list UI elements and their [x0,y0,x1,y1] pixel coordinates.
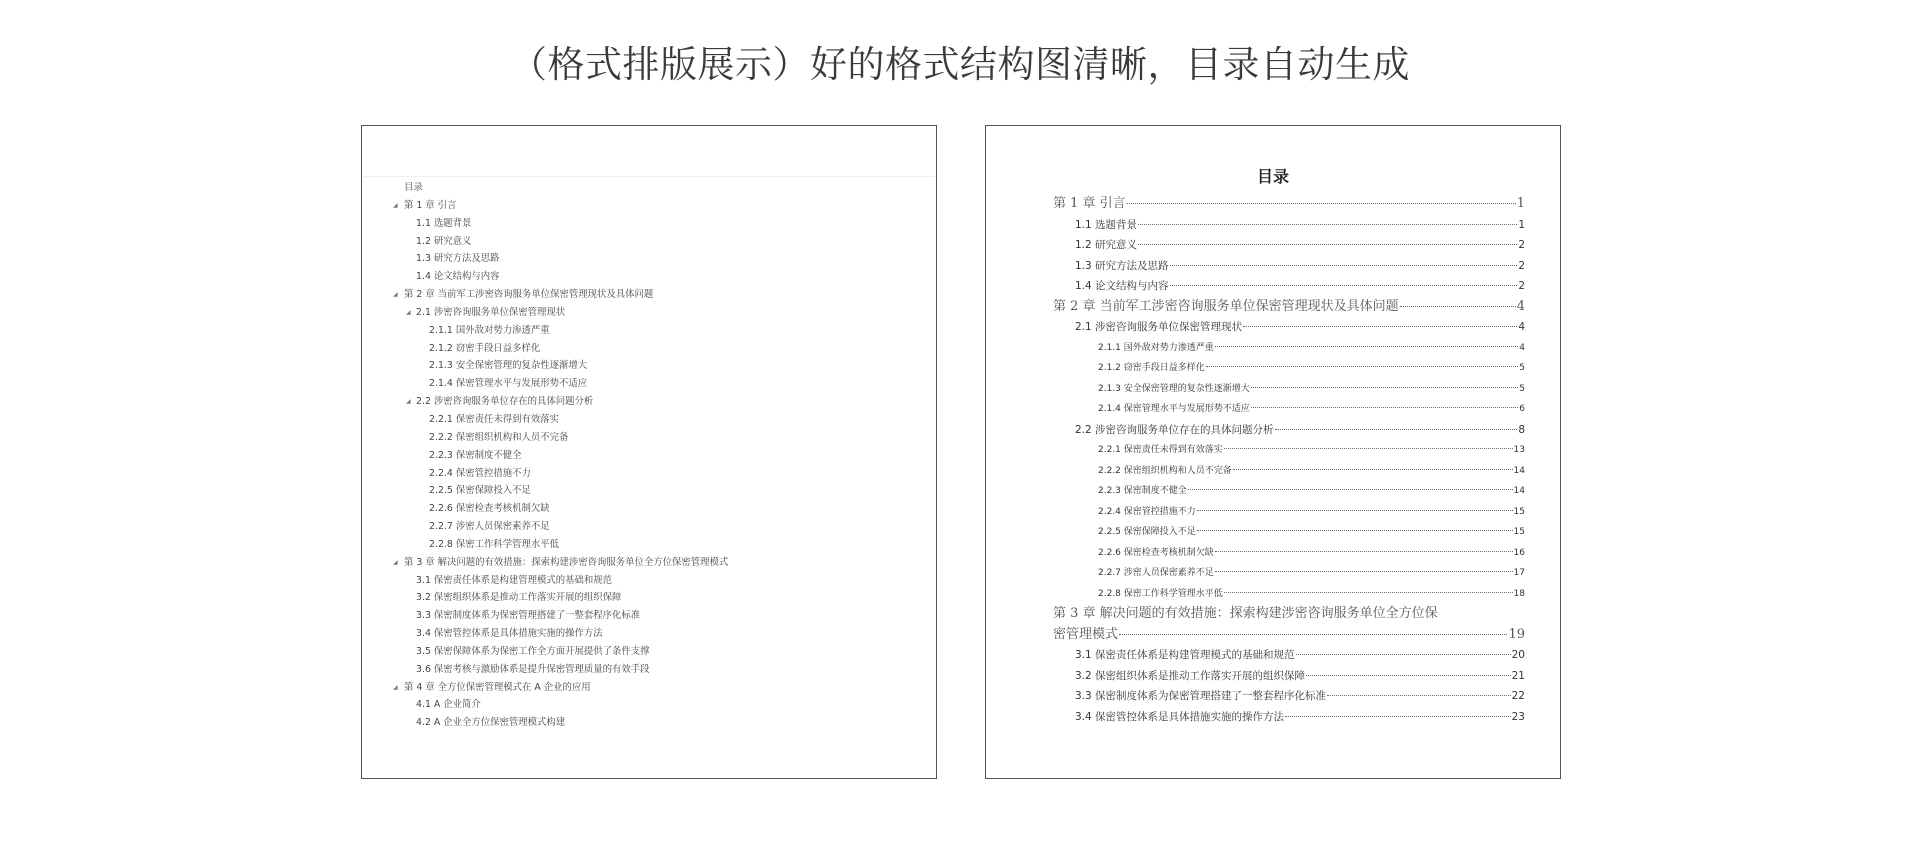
dot-leader [1215,571,1513,572]
collapse-triangle-icon[interactable]: ◢ [393,558,398,566]
toc-page-number: 21 [1511,669,1525,682]
nav-heading-item[interactable] [362,554,936,572]
nav-heading-item[interactable] [362,607,936,625]
nav-heading-label: 2.2.1 保密责任未得到有效落实 [429,413,559,425]
toc-entry-text: 第 1 章 引言 [1053,196,1126,211]
nav-heading-item[interactable] [362,411,936,429]
toc-page-number: 4 [1518,321,1525,333]
dot-leader [1233,469,1513,470]
toc-entry-text: 2.2.4 保密管控措施不力 [1098,506,1196,517]
nav-heading-item[interactable] [362,536,936,554]
dot-leader [1275,429,1518,430]
toc-page-number: 14 [1513,465,1525,476]
nav-heading-item[interactable] [362,375,936,393]
toc-entry[interactable] [1075,235,1525,256]
toc-entry-text: 2.2 涉密咨询服务单位存在的具体问题分析 [1075,423,1274,436]
dot-leader [1224,448,1513,449]
dot-leader [1197,530,1513,531]
toc-entry[interactable] [1098,379,1525,400]
toc-entry[interactable] [1075,420,1525,441]
toc-entry-text: 2.1 涉密咨询服务单位保密管理现状 [1075,321,1243,333]
nav-heading-label: 3.4 保密管控体系是具体措施实施的操作方法 [416,628,603,640]
toc-entry-text: 2.2.7 涉密人员保密素养不足 [1098,568,1214,578]
dot-leader [1170,265,1518,266]
nav-heading-item[interactable] [362,625,936,643]
dot-leader [1119,634,1507,635]
nav-heading-label: 4.1 A 企业简介 [416,699,481,711]
toc-page-number: 8 [1518,423,1525,436]
nav-heading-item[interactable] [362,250,936,268]
toc-page-number: 13 [1513,445,1525,455]
nav-heading-item[interactable] [362,304,936,322]
toc-entry[interactable] [1075,276,1525,297]
dot-leader [1138,244,1517,245]
navigation-pane-screenshot [361,125,937,779]
nav-heading-label: 2.1.2 窃密手段日益多样化 [429,342,541,354]
nav-heading-label: 2.2.7 涉密人员保密素养不足 [429,521,550,533]
dot-leader [1243,326,1517,327]
toc-entry[interactable] [1098,584,1525,605]
dot-leader [1306,675,1511,676]
dot-leader [1251,407,1519,408]
collapse-triangle-icon[interactable]: ◢ [393,201,398,209]
toc-page-number: 15 [1513,527,1525,537]
dot-leader [1170,285,1518,286]
toc-entry[interactable] [1075,215,1525,236]
dot-leader [1215,551,1513,552]
nav-heading-label: 1.3 研究方法及思路 [416,253,500,265]
toc-entry-text: 2.1.1 国外敌对势力渗透严重 [1098,342,1214,353]
toc-entry[interactable] [1075,256,1525,277]
toc-entry-text: 2.2.2 保密组织机构和人员不完备 [1098,465,1232,476]
toc-page-number: 2 [1518,259,1525,272]
collapse-triangle-icon[interactable]: ◢ [393,683,398,691]
dot-leader [1400,306,1516,307]
toc-page-number: 5 [1519,383,1525,394]
dot-leader [1215,346,1519,347]
nav-heading-item[interactable] [362,643,936,661]
toc-entry-text: 2.1.4 保密管理水平与发展形势不适应 [1098,404,1250,414]
toc-entry[interactable] [1098,563,1525,584]
toc-entry-text: 3.4 保密管控体系是具体措施实施的操作方法 [1075,710,1285,723]
dot-leader [1251,387,1519,388]
toc-page-number: 18 [1513,588,1525,599]
dot-leader [1206,366,1519,367]
nav-heading-label: 4.2 A 企业全方位保密管理模式构建 [416,717,566,729]
nav-heading-item[interactable] [362,286,936,304]
toc-page-number: 2 [1518,280,1525,292]
toc-entry[interactable] [1075,645,1525,666]
toc-entry-list [986,194,1560,727]
nav-heading-label: 3.5 保密保障体系为保密工作全方面开展提供了条件支撑 [416,645,650,657]
dot-leader [1138,224,1517,225]
nav-heading-item[interactable] [362,215,936,233]
toc-page-number: 22 [1511,690,1525,702]
nav-heading-label: 2.2.6 保密检查考核机制欠缺 [429,503,550,515]
toc-page-number: 6 [1519,404,1525,414]
toc-entry[interactable] [1098,358,1525,379]
toc-entry[interactable] [1075,707,1525,728]
nav-heading-item[interactable] [362,465,936,483]
toc-page-number: 4 [1516,298,1525,314]
dot-leader [1296,654,1511,655]
nav-heading-item[interactable] [362,447,936,465]
toc-entry-text: 2.2.1 保密责任未得到有效落实 [1098,445,1223,455]
nav-heading-item[interactable] [362,322,936,340]
nav-heading-label: 2.2.5 保密保障投入不足 [429,485,531,497]
toc-entry-text-continued: 密管理模式 [1053,626,1119,642]
toc-entry-text: 1.4 论文结构与内容 [1075,280,1169,292]
nav-heading-item[interactable] [362,500,936,518]
toc-page-number: 17 [1513,568,1525,578]
toc-title: 目录 [1256,167,1289,186]
nav-heading-item[interactable] [362,268,936,286]
toc-entry[interactable] [1098,338,1525,359]
nav-heading-label: 1.1 选题背景 [416,217,472,229]
dot-leader [1197,510,1513,511]
toc-entry-text: 2.1.2 窃密手段日益多样化 [1098,363,1205,373]
nav-heading-label: 2.1.1 国外敌对势力渗透严重 [429,324,550,336]
nav-heading-label: 目录 [404,182,423,193]
nav-heading-item[interactable] [362,340,936,358]
nav-heading-label: 第 2 章 当前军工涉密咨询服务单位保密管理现状及具体问题 [404,289,654,301]
toc-page-number: 23 [1511,710,1525,723]
toc-entry[interactable] [1098,543,1525,564]
toc-entry[interactable] [1098,481,1525,502]
nav-heading-label: 第 3 章 解决问题的有效措施：探索构建涉密咨询服务单位全方位保密管理模式 [404,556,729,568]
toc-page-number: 16 [1513,547,1525,558]
nav-heading-item[interactable] [362,357,936,375]
nav-heading-item[interactable] [362,482,936,500]
navigation-pane-divider [363,176,935,177]
nav-heading-item[interactable] [362,233,936,251]
collapse-triangle-icon[interactable]: ◢ [393,291,398,299]
nav-heading-label: 2.2.2 保密组织机构和人员不完备 [429,431,569,443]
toc-entry-text: 3.2 保密组织体系是推动工作落实开展的组织保障 [1075,669,1306,682]
nav-heading-label: 2.2.8 保密工作科学管理水平低 [429,538,559,550]
toc-entry-text: 2.2.6 保密检查考核机制欠缺 [1098,547,1214,558]
nav-heading-label: 2.2.4 保密管控措施不力 [429,467,531,479]
navigation-heading-tree [362,179,936,732]
nav-pane-title [362,179,936,197]
toc-entry[interactable] [1075,666,1525,687]
toc-entry-text: 2.2.5 保密保障投入不足 [1098,527,1196,537]
dot-leader [1327,695,1511,696]
nav-heading-label: 3.2 保密组织体系是推动工作落实开展的组织保障 [416,592,622,604]
toc-page-number: 1 [1518,218,1525,231]
toc-entry-text: 2.2.3 保密制度不健全 [1098,486,1187,496]
toc-page-number: 20 [1511,649,1525,661]
nav-heading-item[interactable] [362,714,936,732]
toc-entry[interactable] [1053,194,1525,215]
nav-heading-item[interactable] [362,518,936,536]
nav-heading-item[interactable] [362,696,936,714]
nav-heading-label: 3.3 保密制度体系为保密管理搭建了一整套程序化标准 [416,610,641,622]
toc-entry-text: 1.3 研究方法及思路 [1075,259,1169,272]
toc-entry[interactable] [1053,297,1525,318]
nav-heading-label: 3.6 保密考核与激励体系是提升保密管理质量的有效手段 [416,663,650,675]
toc-entry[interactable] [1075,686,1525,707]
toc-page-number: 14 [1513,486,1525,496]
dot-leader [1285,716,1511,717]
page-headline: （格式排版展示）好的格式结构图清晰，目录自动生成 [510,43,1410,86]
toc-entry-text: 1.1 选题背景 [1075,218,1138,231]
toc-entry[interactable] [1098,461,1525,482]
nav-heading-item[interactable] [362,679,936,697]
toc-entry-text: 1.2 研究意义 [1075,239,1138,251]
nav-heading-item[interactable] [362,197,936,215]
toc-entry[interactable] [1098,522,1525,543]
nav-heading-label: 第 1 章 引言 [404,199,457,211]
toc-entry-text: 2.1.3 安全保密管理的复杂性逐渐增大 [1098,383,1250,394]
toc-page-number: 4 [1519,342,1525,353]
nav-heading-label: 第 4 章 全方位保密管理模式在 A 企业的应用 [404,681,591,693]
dot-leader [1188,489,1513,490]
toc-entry-text: 3.1 保密责任体系是构建管理模式的基础和规范 [1075,649,1295,661]
nav-heading-label: 2.1.3 安全保密管理的复杂性逐渐增大 [429,360,588,372]
nav-heading-label: 1.2 研究意义 [416,235,472,247]
toc-entry[interactable] [1098,502,1525,523]
toc-page-number: 5 [1519,363,1525,373]
collapse-triangle-icon[interactable]: ◢ [406,308,411,316]
nav-heading-label: 1.4 论文结构与内容 [416,271,500,283]
toc-page-number: 19 [1508,626,1525,642]
toc-entry-text: 3.3 保密制度体系为保密管理搭建了一整套程序化标准 [1075,690,1327,702]
dot-leader [1127,203,1516,204]
nav-heading-label: 2.1.4 保密管理水平与发展形势不适应 [429,378,588,390]
toc-page-number: 1 [1516,196,1525,211]
nav-heading-item[interactable] [362,661,936,679]
toc-entry-text: 第 3 章 解决问题的有效措施：探索构建涉密咨询服务单位全方位保 [1053,606,1438,621]
nav-heading-item[interactable] [362,393,936,411]
toc-page-number: 2 [1518,239,1525,251]
nav-heading-label: 2.1 涉密咨询服务单位保密管理现状 [416,306,566,318]
toc-entry[interactable] [1075,317,1525,338]
toc-entry[interactable] [1098,399,1525,420]
toc-page-screenshot [985,125,1561,779]
toc-entry-text: 2.2.8 保密工作科学管理水平低 [1098,588,1223,599]
nav-heading-label: 2.2.3 保密制度不健全 [429,449,522,461]
toc-page-number: 15 [1513,506,1525,517]
toc-entry[interactable] [1053,604,1525,645]
toc-entry-text: 第 2 章 当前军工涉密咨询服务单位保密管理现状及具体问题 [1053,298,1399,314]
nav-heading-item[interactable] [362,572,936,590]
nav-heading-label: 3.1 保密责任体系是构建管理模式的基础和规范 [416,574,613,586]
toc-entry[interactable] [1098,440,1525,461]
dot-leader [1224,592,1513,593]
collapse-triangle-icon[interactable]: ◢ [406,398,411,406]
nav-heading-label: 2.2 涉密咨询服务单位存在的具体问题分析 [416,396,594,408]
nav-heading-item[interactable] [362,589,936,607]
nav-heading-item[interactable] [362,429,936,447]
